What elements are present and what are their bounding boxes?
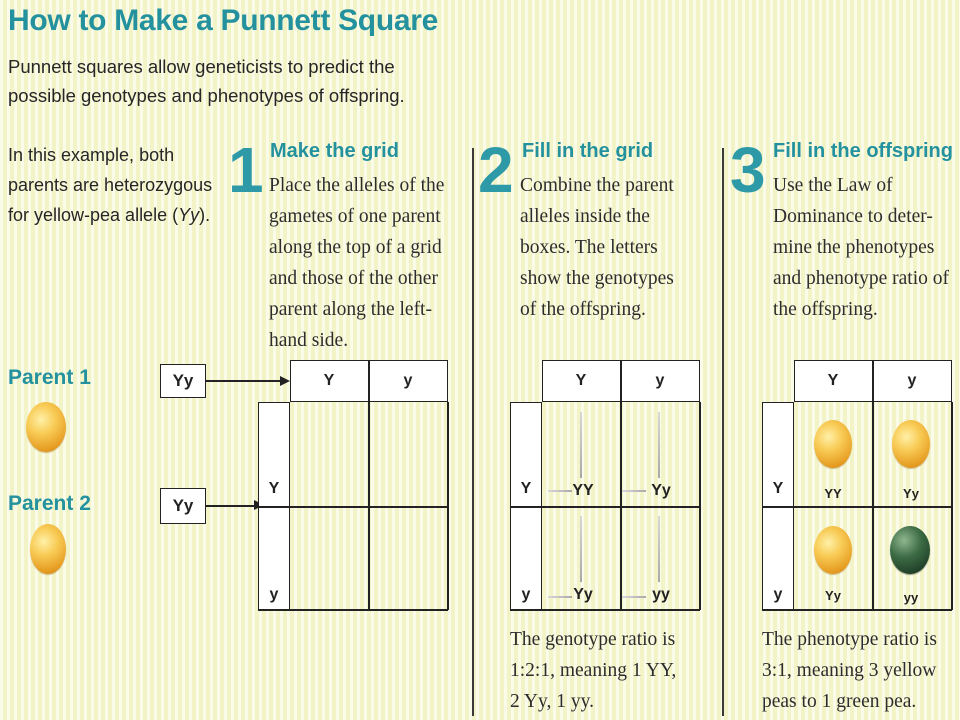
grid-1-left-allele: y: [269, 586, 279, 603]
step-3-number: 3: [730, 134, 766, 206]
step-1-heading: Make the grid: [270, 140, 399, 162]
grid-3-mid-v: [872, 360, 874, 610]
grid-2-left-allele: y: [521, 586, 531, 603]
grid-2-mid-h: [510, 506, 700, 508]
grid-3-top-allele: y: [907, 372, 917, 389]
grid-2-left-allele: Y: [520, 480, 532, 497]
parent-2-pea-icon: [30, 524, 66, 574]
grid-3-bottom-edge: [762, 609, 952, 611]
example-allele: Yy: [178, 205, 200, 225]
grid-3-mid-h: [762, 506, 952, 508]
step-3-line: the offspring.: [773, 299, 878, 320]
step-1-line: Place the alleles of the: [269, 175, 445, 196]
grid-2-bottom-edge: [510, 609, 700, 611]
step-2-text: [520, 170, 720, 325]
phenotype-ratio-line: 3:1, meaning 3 yellow: [762, 660, 937, 681]
grid-2-cell-genotype: yy: [652, 586, 670, 603]
offspring-yellow-pea-icon: [892, 420, 930, 468]
step-1-line: hand side.: [269, 330, 349, 351]
grid-1-right-edge: [447, 402, 449, 610]
grid-3-cell-genotype: Yy: [903, 486, 919, 501]
step-3-line: and phenotype ratio of: [773, 268, 949, 289]
step-2-number: 2: [478, 134, 514, 206]
phenotype-ratio-line: The phenotype ratio is: [762, 629, 937, 650]
grid-1-top-allele: Y: [323, 372, 335, 389]
step-1-line: and those of the other: [269, 268, 438, 289]
grid-2-top-allele: y: [655, 372, 665, 389]
grid-3-right-edge: [951, 402, 953, 610]
step-1-text: [269, 170, 469, 356]
grid-2-top-allele: Y: [575, 372, 587, 389]
column-divider-1: [472, 148, 474, 716]
parent-1-genotype-box: Yy: [160, 364, 206, 398]
grid-3-left-allele: y: [773, 586, 783, 603]
step-3-heading: Fill in the offspring: [773, 140, 953, 162]
grid-2-down-arrow: [658, 516, 660, 582]
parent-1-arrow-icon: [280, 376, 290, 386]
genotype-ratio-line: The genotype ratio is: [510, 629, 676, 650]
genotype-ratio-line: 2 Yy, 1 yy.: [510, 691, 594, 712]
step-2-line: Combine the parent: [520, 175, 674, 196]
grid-3-cell-genotype: yy: [903, 590, 919, 605]
step-1-line: parent along the left-: [269, 299, 432, 320]
example-lead: In this example, both parents are heterozygous for yellow-pea allele (: [8, 145, 213, 225]
step-1-number: 1: [228, 134, 264, 206]
grid-1-left-allele: Y: [268, 480, 280, 497]
step-1-line: along the top of a grid: [269, 237, 442, 258]
parent-2-arrow-line: [206, 505, 256, 507]
grid-3-cell-genotype: Yy: [825, 588, 841, 603]
parent-1-pea-icon: [26, 402, 66, 452]
step-3-line: Dominance to deter-: [773, 206, 933, 227]
example-tail: ).: [199, 205, 211, 225]
parent-1-arrow-line: [206, 380, 282, 382]
example-text: [8, 140, 228, 230]
grid-2-right-edge: [699, 402, 701, 610]
grid-2-cell-genotype: Yy: [573, 586, 593, 603]
grid-3-cell-genotype: YY: [824, 486, 842, 501]
intro-text: Punnett squares allow geneticists to predict the possible genotypes and phenotypes of offspring.: [8, 56, 405, 106]
phenotype-ratio-caption: [762, 624, 960, 717]
genotype-ratio-caption: [510, 624, 720, 717]
grid-2-down-arrow: [658, 412, 660, 478]
grid-1-mid-v: [368, 360, 370, 610]
step-3-line: Use the Law of: [773, 175, 893, 196]
phenotype-ratio-line: peas to 1 green pea.: [762, 691, 917, 712]
parent-2-genotype-box: Yy: [160, 488, 206, 524]
grid-1-top-allele: y: [403, 372, 413, 389]
offspring-yellow-pea-icon: [814, 420, 852, 468]
parent-1-label: Parent 1: [8, 366, 91, 389]
parent-2-label: Parent 2: [8, 492, 91, 515]
grid-2-cell-genotype: Yy: [651, 482, 671, 499]
step-2-line: show the genotypes: [520, 268, 674, 289]
grid-2-down-arrow: [580, 516, 582, 582]
step-2-heading: Fill in the grid: [522, 140, 654, 162]
grid-3-top-allele: Y: [827, 372, 839, 389]
offspring-yellow-pea-icon: [814, 526, 852, 574]
step-3-line: mine the phenotypes: [773, 237, 935, 258]
step-2-line: of the offspring.: [520, 299, 646, 320]
grid-1-mid-h: [258, 506, 448, 508]
grid-2-mid-v: [620, 360, 622, 610]
grid-2-down-arrow: [580, 412, 582, 478]
step-3-text: [773, 170, 960, 325]
column-divider-2: [722, 148, 724, 716]
grid-2-cell-genotype: YY: [572, 482, 594, 499]
genotype-ratio-line: 1:2:1, meaning 1 YY,: [510, 660, 677, 681]
step-2-line: boxes. The letters: [520, 237, 658, 258]
offspring-green-pea-icon: [890, 526, 930, 574]
grid-3-left-allele: Y: [772, 480, 784, 497]
step-1-line: gametes of one parent: [269, 206, 441, 227]
step-2-line: alleles inside the: [520, 206, 650, 227]
grid-1-bottom-edge: [258, 609, 448, 611]
page-title: How to Make a Punnett Square: [8, 4, 438, 37]
